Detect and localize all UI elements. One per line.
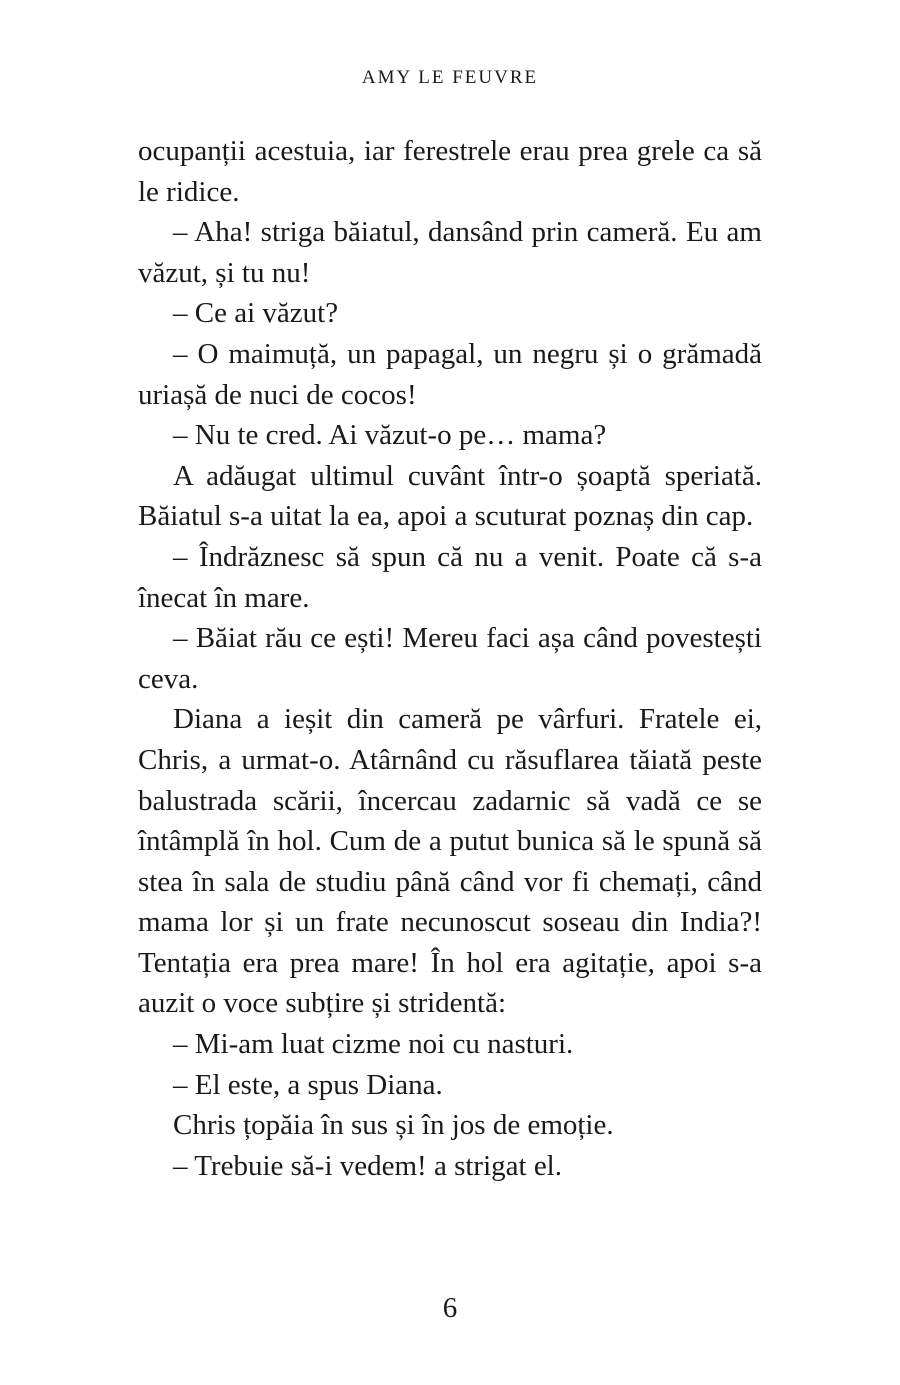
dialogue-paragraph: – Aha! striga băiatul, dansând prin cameră. Eu am văzut, și tu nu! (138, 216, 762, 289)
running-head: AMY LE FEUVRE (361, 67, 539, 88)
body-text (138, 131, 762, 1186)
dialogue-paragraph: – Îndrăznesc să spun că nu a venit. Poate că s-a înecat în mare. (138, 540, 762, 614)
dialogue-paragraph: – O maimuță, un papagal, un negru și o grămadă uriașă de nuci de cocos! (138, 337, 762, 411)
dialogue-paragraph: – Băiat rău ce ești! Mereu faci așa când povestești ceva. (138, 622, 762, 695)
paragraph: A adăugat ultimul cuvânt într-o șoaptă speriată. Băiatul s-a uitat la ea, apoi a scuturat poznaș din cap. (138, 459, 762, 533)
paragraph: ocupanții acestuia, iar ferestrele erau prea grele ca să le ridice. (138, 135, 762, 208)
dialogue-paragraph: – Trebuie să-i vedem! a strigat el. (173, 1149, 562, 1182)
paragraph: Diana a ieșit din cameră pe vârfuri. Fratele ei, Chris, a urmat-o. Atârnând cu răsuflarea tăiată peste balustrada scării, încercau zadarnic să vadă ce se întâmplă în hol. Cum de a putut bunica să le spună să stea în sala de studiu până când vor fi chemați, când mama lor și un frate necunoscut soseau din India?! Tentația era prea mare! În hol era agitație, apoi s-a auzit o voce subțire și stridentă: (138, 703, 762, 1020)
dialogue-paragraph: – Mi-am luat cizme noi cu nasturi. (173, 1028, 574, 1061)
dialogue-paragraph: – Ce ai văzut? (173, 297, 339, 330)
dialogue-paragraph: – Nu te cred. Ai văzut-o pe… mama? (173, 419, 607, 452)
dialogue-paragraph: – El este, a spus Diana. (173, 1068, 443, 1101)
paragraph: Chris țopăia în sus și în jos de emoție. (173, 1109, 614, 1142)
page-number: 6 (442, 1292, 458, 1324)
